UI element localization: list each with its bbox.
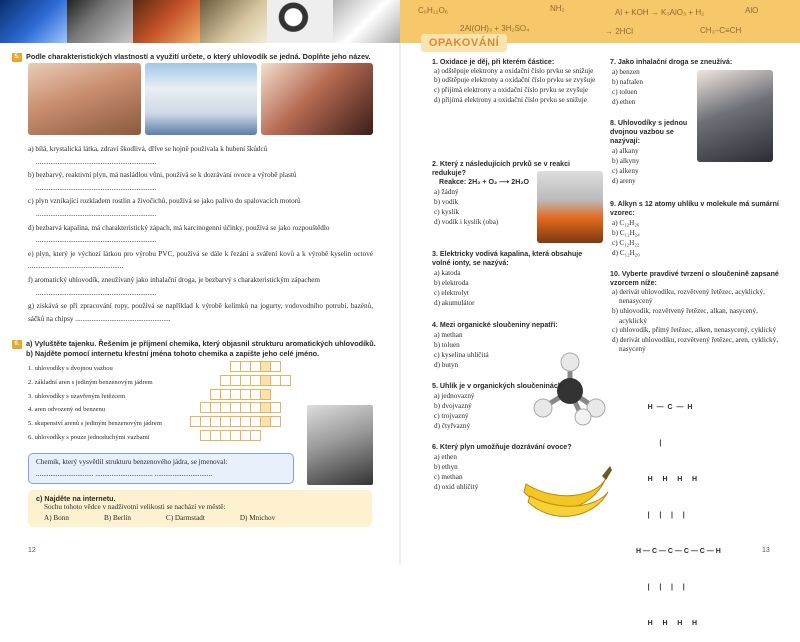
question-number-badge: 5. — [12, 53, 22, 62]
question-title: 4. Mezi organické sloučeniny nepatří: — [432, 321, 558, 329]
answer-line[interactable]: ................................................................... — [36, 288, 157, 297]
bottles-photo — [200, 0, 267, 43]
answer-option[interactable]: a) odštěpuje elektrony a oxidační číslo prvku se snižuje — [434, 66, 594, 75]
question-3 — [432, 250, 602, 309]
dynamite-photo — [133, 0, 200, 43]
person-photo — [261, 63, 373, 135]
answer-option[interactable]: c) C₁₂H₂₂ — [612, 239, 640, 248]
answer-line[interactable]: ................................................................... — [36, 236, 157, 245]
answer-option[interactable]: b) dvojvazný — [434, 402, 472, 411]
formula-line: | | | | — [636, 584, 685, 591]
answer-option[interactable]: d) oxid uhličitý — [434, 483, 479, 492]
answer-option[interactable]: c) elektrolyt — [434, 289, 469, 298]
crossword-cell[interactable] — [280, 375, 291, 386]
crossword-clues — [28, 362, 218, 445]
formula-line: H H H H — [636, 476, 698, 483]
city-option[interactable]: C) Darmstadt — [165, 514, 205, 522]
internet-task-box — [28, 490, 372, 527]
answer-option[interactable]: b) odštěpuje elektrony a oxidační číslo prvku se zvyšuje — [434, 76, 596, 85]
banana-image — [518, 452, 612, 522]
question-title: 3. Elektricky vodivá kapalina, která obsahuje volné ionty, se nazývá: — [432, 250, 583, 267]
crossword-clue: 3. uhlovodíky s uzavřeným řetězcem — [28, 392, 126, 400]
formula-line: H — C — C — C — C — H — [636, 548, 721, 555]
answer-option[interactable]: c) trojvazný — [434, 412, 469, 421]
question-title: 8. Uhlovodíky s jednou dvojnou vazbou se nazývají: — [610, 119, 688, 145]
page-number-right: 13 — [762, 547, 770, 554]
internet-task-text: Sochu tohoto vědce v nadživotní velikosti se nachází ve městě: — [44, 503, 226, 511]
crossword-clue: 4. aren odvozený od benzenu — [28, 406, 106, 414]
question-title: 1. Oxidace je děj, při kterém částice: — [432, 58, 555, 66]
crossword-clue: 1. uhlovodíky s dvojnou vazbou — [28, 365, 113, 372]
city-option[interactable]: D) Mnichov — [239, 514, 276, 522]
answer-option[interactable]: c) přijímá elektrony a oxidační číslo prvku se zvyšuje — [434, 86, 589, 95]
crossword-cell[interactable] — [270, 416, 281, 427]
question-title: 2. Který z následujících prvků se v reakci redukuje? — [432, 160, 571, 177]
q5-item: a) bílá, krystalická látka, zdraví škodlivá, dříve se hojně používala k hubení škůdců — [28, 145, 268, 153]
q5-item: f) aromatický uhlovodík, zneužívaný jako inhalační droga, je bezbarvý s charakteristickým zápachem — [28, 275, 320, 284]
answer-option[interactable]: c) alkeny — [612, 166, 639, 175]
question-10 — [610, 270, 782, 355]
chemist-portrait — [307, 405, 373, 485]
question-8 — [610, 119, 696, 186]
answer-option[interactable]: b) elektroda — [434, 278, 469, 287]
answer-line[interactable]: ................................................................... — [36, 157, 157, 166]
reaction-equation: Reakce: 2H₂ + O₂ ⟶ 2H₂O — [439, 177, 530, 186]
answer-option[interactable]: c) methan — [434, 473, 463, 482]
answer-option[interactable]: b) uhlovodík, rozvětvený řetězec, alkan, nasycený, acyklický — [612, 306, 758, 325]
molecule-photo — [267, 0, 334, 43]
crossword-cell[interactable] — [270, 402, 281, 413]
answer-option[interactable]: b) C₁₂H₂₄ — [612, 228, 640, 237]
answer-option[interactable]: d) přijímá elektrony a oxidační číslo prvku se snižuje — [434, 95, 587, 104]
answer-option[interactable]: a) methan — [434, 330, 463, 339]
question-title: 9. Alkyn s 12 atomy uhlíku v molekule má sumární vzorec: — [610, 200, 779, 217]
banner-formula: CH₃–C≡CH — [700, 26, 742, 35]
city-options — [36, 514, 364, 523]
question-9 — [610, 200, 780, 259]
page-spine — [399, 43, 401, 565]
review-badge: OPAKOVÁNÍ — [421, 34, 507, 52]
q5-heading — [12, 52, 392, 62]
answer-option[interactable]: d) butyn — [434, 361, 459, 370]
banner-formula: C₆H₁₂O₆ — [418, 6, 449, 15]
answer-line[interactable]: ................................................................... — [36, 183, 157, 192]
question-title: 7. Jako inhalační droga se zneužívá: — [610, 58, 733, 66]
formula-line: | — [636, 440, 662, 447]
q6-heading-b: b) Najděte pomocí internetu křestní jména tohoto chemika a zapište jeho celé jméno. — [26, 348, 320, 358]
formula-line: | | | | — [636, 512, 685, 519]
crossword-cell[interactable] — [270, 361, 281, 372]
answer-option[interactable]: a) ethen — [434, 452, 457, 461]
inhalation-photo — [697, 70, 773, 162]
question-title: 10. Vyberte pravdivé tvrzení o sloučenině zapsané vzorcem níže: — [610, 270, 779, 287]
answer-line[interactable]: ................................................................... — [36, 209, 157, 218]
electrolysis-apparatus-photo — [537, 171, 603, 243]
question-number-badge: 6. — [12, 340, 22, 349]
banner-formula: Al + KOH → K₃AlO₃ + H₂ — [615, 8, 705, 17]
question-5 — [432, 382, 602, 432]
answer-option[interactable]: c) kyselina uhličitá — [434, 351, 489, 360]
answer-option[interactable]: d) areny — [612, 177, 636, 186]
internet-task-heading: c) Najděte na internetu. — [36, 494, 116, 503]
answer-option[interactable]: d) derivát uhlovodíku, rozvětvený řetězec, aren, cyklický, nasycený — [612, 335, 779, 354]
q5-heading-text: Podle charakteristických vlastností a využití určete, o který uhlovodík se jedná. Doplňte jeho název. — [26, 52, 371, 61]
question-1 — [432, 58, 598, 105]
q5-item: d) bezbarvá kapalina, má charakteristický zápach, má karcinogenní účinky, používá se jako rozpouštědlo — [28, 223, 330, 232]
answer-option[interactable]: a) žádný — [434, 187, 459, 196]
lab-tools-photo — [67, 0, 134, 43]
q6-heading — [12, 339, 397, 358]
banner-formula: → 2HCl — [605, 27, 634, 36]
question-title: 5. Uhlík je v organických sloučeninách: — [432, 382, 565, 390]
q6-heading-a: a) Vyluštěte tajenku. Řešením je příjmení chemika, který objasnil strukturu aromatických uhlovodíků. — [26, 339, 376, 348]
answer-box-label: Chemik, který vysvětlil strukturu benzenového jádra, se jmenoval: — [36, 458, 228, 466]
page-number-left: 12 — [28, 547, 36, 554]
answer-option[interactable]: b) toluen — [434, 341, 460, 350]
answer-option[interactable]: b) vodík — [434, 197, 459, 206]
crossword-cell[interactable] — [260, 389, 271, 400]
answer-option[interactable]: d) C₁₂H₂₀ — [612, 249, 640, 258]
q5-items — [28, 143, 373, 325]
answer-option[interactable]: a) katoda — [434, 268, 461, 277]
formula-line: H H H H — [636, 620, 698, 627]
answer-option[interactable]: a) C₁₂H₂₆ — [612, 218, 640, 227]
plastic-pipes-photo — [28, 63, 141, 135]
answer-option[interactable]: d) akumulátor — [434, 299, 475, 308]
answer-option[interactable]: c) toluen — [612, 88, 638, 97]
q5-item: c) plyn vznikající rozkladem rostlin a živočichů, používá se jako palivo do spalovacích motorů — [28, 197, 301, 206]
answer-box-lines[interactable]: ................................ ................................ ................................ — [36, 470, 213, 478]
answer-option[interactable]: d) vodík i kyslík (oba) — [434, 218, 499, 227]
left-banner — [0, 0, 400, 43]
answer-option[interactable]: d) čtyřvazný — [434, 422, 471, 431]
answer-option[interactable]: d) ethen — [612, 98, 636, 107]
crossword-clue: 5. skupenství arenů s jediným benzenovým jádrem — [28, 420, 162, 428]
answer-option[interactable]: b) alkyny — [612, 156, 640, 165]
answer-option[interactable]: a) benzen — [612, 67, 640, 76]
q5-item: e) plyn, který je výchozí látkou pro výrobu PVC, používá se dále k řezání a sváření kovů a k výrobě kyselin octové ..................................................... — [28, 249, 373, 271]
answer-box — [28, 453, 294, 484]
q5-item: g) získává se při zpracování ropy, používá se například k výrobě kelímků na jogurty, vodovodního potrubí, bazénů, sáčků na chipsy ..................................................... — [28, 302, 373, 323]
silver-photo — [333, 0, 400, 43]
answer-option[interactable]: a) derivát uhlovodíku, rozvětvený řetězec, acyklický, nenasycený — [612, 287, 765, 306]
answer-option[interactable]: c) uhlovodík, přímý řetězec, alken, nenasycený, cyklický — [612, 326, 777, 335]
answer-option[interactable]: a) jednovazný — [434, 391, 475, 400]
answer-option[interactable]: a) alkany — [612, 146, 639, 155]
crossword-clue: 2. základní aren s jediným benzenovým jádrem — [28, 378, 153, 386]
q5-item: b) bezbarvý, reaktivní plyn, má nasládlou vůni, používá se k dozrávání ovoce a výrobě plastů — [28, 171, 297, 180]
banner-formula: AlO — [745, 6, 759, 15]
banner-formula: NH₂ — [550, 4, 565, 13]
question-title: 6. Který plyn umožňuje dozrávání ovoce? — [432, 443, 572, 451]
city-option[interactable]: B) Berlín — [103, 514, 131, 522]
city-option[interactable]: A) Bonn — [44, 514, 69, 522]
answer-option[interactable]: b) ethyn — [434, 463, 458, 472]
gas-flame-photo — [0, 0, 67, 43]
formula-line: H — C — H — [636, 404, 693, 411]
crossword-clue: 6. uhlovodíky s pouze jednoduchými vazbami — [28, 433, 150, 441]
answer-option[interactable]: b) naftalen — [612, 78, 643, 87]
structural-formula — [636, 378, 721, 642]
yogurt-cups-photo — [145, 63, 257, 135]
crossword-cell[interactable] — [250, 430, 261, 441]
answer-option[interactable]: c) kyslík — [434, 207, 459, 216]
banner-formula: 2Al(OH)₃ + 3H₂SO₄ — [460, 24, 530, 33]
